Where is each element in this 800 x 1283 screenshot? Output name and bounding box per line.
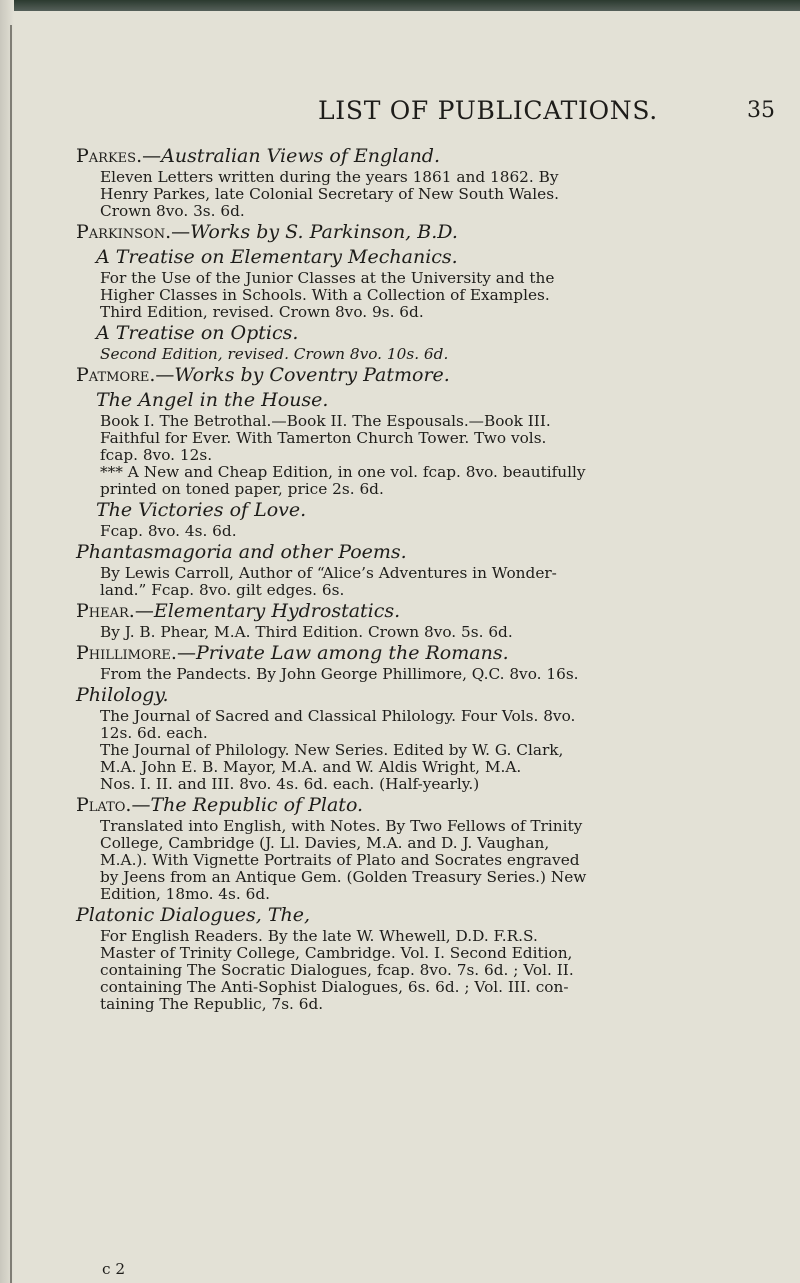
entry-parkinson: Parkinson.—Works by S. Parkinson, B.D. A Treatise on Elementary Mechanics. For the Use of the Junior Classes at the University and the Higher Classes in Schools. With a Collection of Examples. Third Edition, revised. Crown 8vo. 9s. 6d. A Treatise on Optics. Second Edition, revised. Crown 8vo. 10s. 6d. [76,220,786,363]
entry-line: Faithful for Ever. With Tamerton Church Tower. Two vols. [100,429,547,447]
entry-line: containing The Socratic Dialogues, fcap. 8vo. 7s. 6d. ; Vol. II. [100,961,574,979]
entry-line: For the Use of the Junior Classes at the University and the [100,269,555,287]
entry-line: land.” Fcap. 8vo. gilt edges. 6s. [100,581,345,599]
catalogue-body [76,144,786,1013]
entry-line: by Jeens from an Antique Gem. (Golden Treasury Series.) New [100,868,587,886]
entry-patmore: Patmore.—Works by Coventry Patmore. The Angel in the House. Book I. The Betrothal.—Book II. The Espousals.—Book III. Faithful for Ever. With Tamerton Church Tower. Two vols. fcap. 8vo. 12s. *** A New and Cheap Edition, in one vol. fcap. 8vo. beautifully printed on toned paper, price 2s. 6d. The Victories of Love. Fcap. 8vo. 4s. 6d. [76,363,786,540]
entry-line: Crown 8vo. 3s. 6d. [100,202,245,220]
entry-line: Translated into English, with Notes. By Two Fellows of Trinity [100,817,583,835]
entry-line: By J. B. Phear, M.A. Third Edition. Crown 8vo. 5s. 6d. [100,623,513,641]
entry-line: Second Edition, revised. Crown 8vo. 10s. 6d. [100,345,449,363]
entry-author: Phear. [76,600,135,622]
entry-line: From the Pandects. By John George Phillimore, Q.C. 8vo. 16s. [100,665,579,683]
entry-line: For English Readers. By the late W. Whewell, D.D. F.R.S. [100,927,538,945]
signature-mark: c 2 [102,1260,126,1278]
entry-line: containing The Anti-Sophist Dialogues, 6s. 6d. ; Vol. III. con- [100,978,569,996]
entry-phantasmagoria [76,540,786,599]
entry-line: Eleven Letters written during the years 1861 and 1862. By [100,168,559,186]
entry-author: Parkinson. [76,221,172,243]
entry-line: The Journal of Philology. New Series. Edited by W. G. Clark, [100,741,564,759]
entry-line: M.A. John E. B. Mayor, M.A. and W. Aldis Wright, M.A. [100,758,522,776]
entry-plato: Plato.—The Republic of Plato. Translated into English, with Notes. By Two Fellows of Trinity College, Cambridge (J. Ll. Davies, M.A. and D. J. Vaughan, M.A.). With Vignette Portraits of Plato and Socrates engraved by Jeens from an Antique Gem. (Golden Treasury Series.) New Edition, 18mo. 4s. 6d. [76,793,786,903]
entry-author: Patmore. [76,364,156,386]
entry-line: The Journal of Sacred and Classical Philology. Four Vols. 8vo. [100,707,576,725]
entry-line: printed on toned paper, price 2s. 6d. [100,480,384,498]
entry-title: Private Law among the Romans. [195,642,509,664]
entry-author: Parkes. [76,145,143,167]
entry-line: Edition, 18mo. 4s. 6d. [100,885,271,903]
page-number: 35 [747,98,775,123]
entry-philology [76,683,786,793]
entry-line: M.A.). With Vignette Portraits of Plato and Socrates engraved [100,851,580,869]
entry-line: 12s. 6d. each. [100,724,208,742]
entry-title: Platonic Dialogues, The, [76,904,311,926]
entry-title: Works by S. Parkinson, B.D. [190,221,458,243]
subwork-title: The Victories of Love. [96,499,307,521]
entry-line: Higher Classes in Schools. With a Collection of Examples. [100,286,550,304]
entry-line: taining The Republic, 7s. 6d. [100,995,324,1013]
entry-phillimore: Phillimore.—Private Law among the Romans. From the Pandects. By John George Phillimore, Q.C. 8vo. 16s. [76,641,786,683]
entry-platonic-dialogues [76,903,786,1013]
entry-line: Master of Trinity College, Cambridge. Vol. I. Second Edition, [100,944,573,962]
page-header [0,96,800,130]
entry-line: fcap. 8vo. 12s. [100,446,213,464]
entry-line: Fcap. 8vo. 4s. 6d. [100,522,237,540]
entry-line: By Lewis Carroll, Author of “Alice’s Adventures in Wonder- [100,564,557,582]
entry-phear: Phear.—Elementary Hydrostatics. By J. B. Phear, M.A. Third Edition. Crown 8vo. 5s. 6d. [76,599,786,641]
entry-title: Australian Views of England. [161,145,441,167]
entry-title: Philology. [76,684,169,706]
entry-line: College, Cambridge (J. Ll. Davies, M.A. and D. J. Vaughan, [100,834,550,852]
running-head: LIST OF PUBLICATIONS. [318,96,658,125]
subwork-title: A Treatise on Elementary Mechanics. [96,246,458,268]
entry-line: Book I. The Betrothal.—Book II. The Espousals.—Book III. [100,412,551,430]
entry-line: *** A New and Cheap Edition, in one vol. fcap. 8vo. beautifully [100,463,586,481]
entry-title: Phantasmagoria and other Poems. [76,541,407,563]
entry-title: Elementary Hydrostatics. [153,600,401,622]
entry-title: The Republic of Plato. [150,794,364,816]
entry-parkes: Parkes.—Australian Views of England. Eleven Letters written during the years 1861 and 1862. By Henry Parkes, late Colonial Secretary of New South Wales. Crown 8vo. 3s. 6d. [76,144,786,220]
entry-line: Third Edition, revised. Crown 8vo. 9s. 6d. [100,303,424,321]
entry-author: Plato. [76,794,132,816]
entry-line: Henry Parkes, late Colonial Secretary of New South Wales. [100,185,559,203]
entry-author: Phillimore. [76,642,177,664]
subwork-title: A Treatise on Optics. [96,322,299,344]
subwork-title: The Angel in the House. [96,389,329,411]
entry-line: Nos. I. II. and III. 8vo. 4s. 6d. each. (Half-yearly.) [100,775,480,793]
top-page-edge [0,0,800,11]
entry-title: Works by Coventry Patmore. [174,364,450,386]
gutter-rule [10,25,12,1283]
